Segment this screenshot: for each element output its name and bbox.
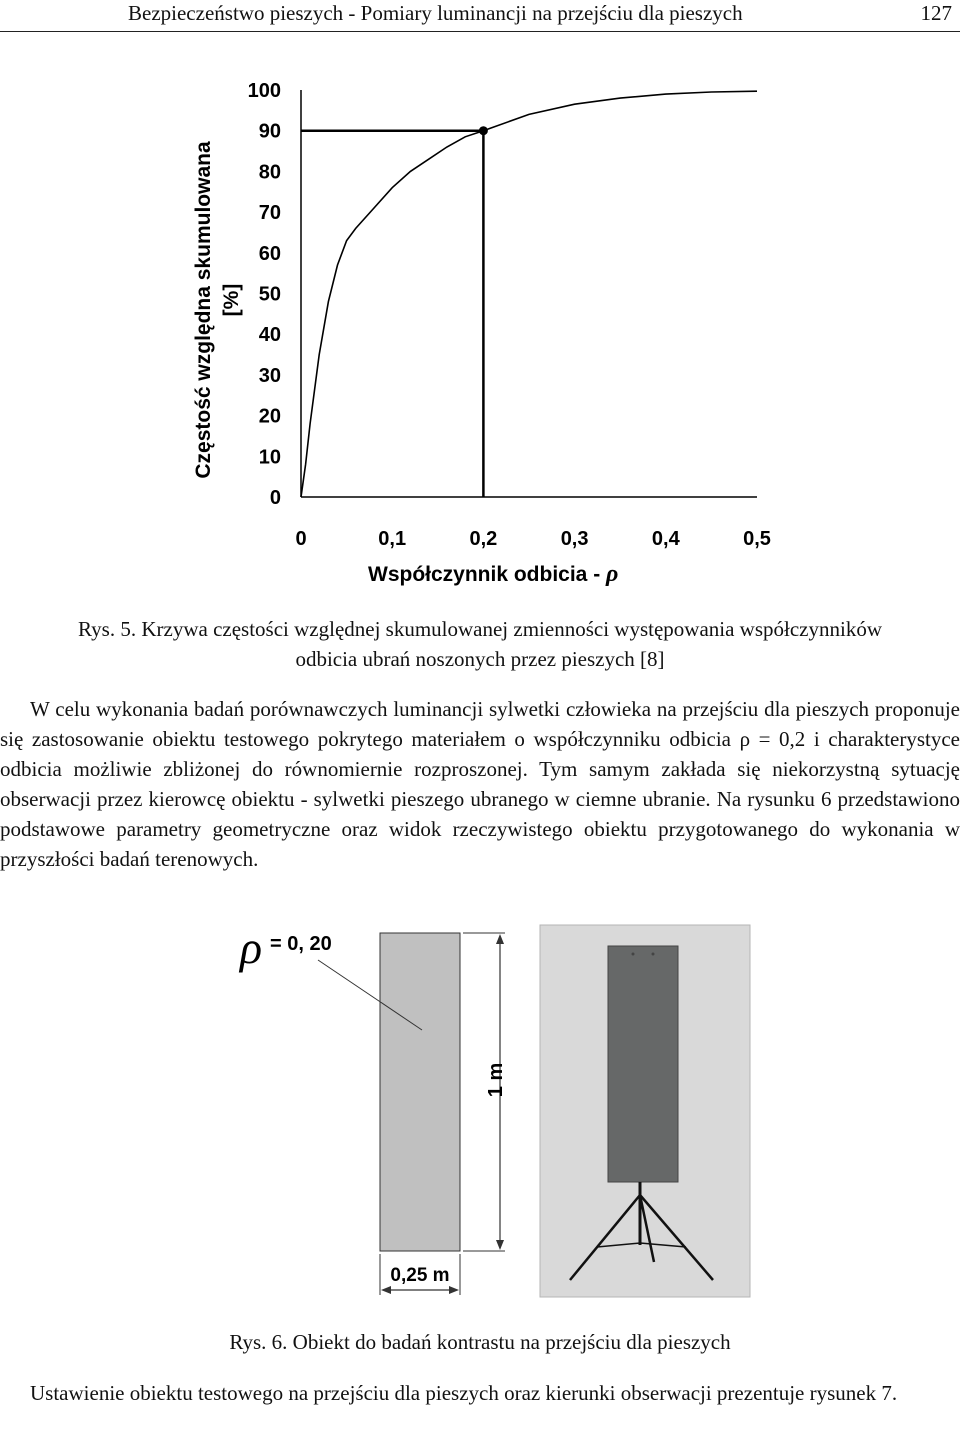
x-tick-label: 0,1 <box>378 528 407 550</box>
figure6-test-object <box>0 920 960 1320</box>
x-tick-label: 0,5 <box>743 528 771 550</box>
figure6-caption: Rys. 6. Obiekt do badań kontrastu na przejściu dla pieszych <box>229 1330 731 1354</box>
width-label: 0,25 m <box>390 1265 450 1286</box>
y-tick-label: 0 <box>269 487 281 509</box>
height-label: 1 m <box>485 1062 507 1098</box>
y-tick-label: 70 <box>258 202 281 225</box>
x-tick-label: 0,3 <box>560 528 589 550</box>
y-tick-label: 40 <box>258 324 281 347</box>
figure5-caption <box>0 614 960 674</box>
y-tick-label: 100 <box>247 80 281 102</box>
y-axis-unit: [%] <box>220 283 243 317</box>
body-paragraph-1: W celu wykonania badań porównawczych luminancji sylwetki człowieka na przejściu dla pieszych proponuje się zastosowanie obiektu testowego pokrytego materiałem o współczynniku odbicia ρ = 0,2 i charakterystyce odbicia możliwie zbliżonej do równomiernie rozproszonej. Tym samym zakłada się niekorzystną sytuację obserwacji przez kierowcę obiektu - sylwetki pieszego ubranego w ciemne ubranie. Na rysunku 6 przedstawiono podstawowe parametry geometryczne oraz widok rzeczywistego obiektu przygotowanego do wykonania w przyszłości badań terenowych. <box>0 697 960 871</box>
height-arrow-bottom <box>496 1240 504 1250</box>
x-tick-label: 0 <box>295 528 307 550</box>
body-paragraph-2: Ustawienie obiektu testowego na przejściu dla pieszych oraz kierunki obserwacji prezentuje rysunek 7. <box>30 1381 898 1405</box>
y-tick-labels <box>248 80 281 509</box>
schematic-panel <box>380 933 460 1251</box>
y-tick-label: 20 <box>258 405 281 428</box>
x-axis-label: Współczynnik odbicia - ρ <box>368 561 619 587</box>
running-title: Bezpieczeństwo pieszych - Pomiary luminancji na przejściu dla pieszych <box>128 1 743 25</box>
panel-screw-right <box>652 953 655 956</box>
y-axis-label: Częstość względna skumulowana <box>192 141 215 479</box>
cumulative-curve <box>301 91 757 497</box>
rho-value: = 0, 20 <box>270 933 332 955</box>
page-number: 127 <box>920 1 952 25</box>
y-tick-label: 60 <box>258 242 281 265</box>
y-tick-label: 10 <box>258 446 281 469</box>
y-tick-label: 90 <box>258 120 281 143</box>
x-tick-label: 0,2 <box>469 528 498 550</box>
cumulative-frequency-chart <box>0 40 960 600</box>
page-header <box>0 0 960 32</box>
x-tick-labels <box>295 528 770 550</box>
panel-screw-left <box>632 953 635 956</box>
x-tick-label: 0,4 <box>651 528 680 550</box>
y-tick-label: 50 <box>258 283 281 306</box>
y-tick-label: 30 <box>258 364 281 387</box>
width-arrow-right <box>449 1286 459 1294</box>
height-arrow-top <box>496 934 504 944</box>
width-arrow-left <box>381 1286 391 1294</box>
figure5-caption-line1: Rys. 5. Krzywa częstości względnej skumulowanej zmienności występowania współczynników <box>78 617 882 641</box>
rho-symbol: ρ <box>240 922 263 973</box>
marker-point <box>479 126 488 135</box>
y-tick-label: 80 <box>258 161 281 184</box>
photo-panel <box>608 946 678 1182</box>
test-object-photo <box>540 925 750 1297</box>
figure5-caption-line2: odbicia ubrań noszonych przez pieszych [8] <box>295 647 665 671</box>
